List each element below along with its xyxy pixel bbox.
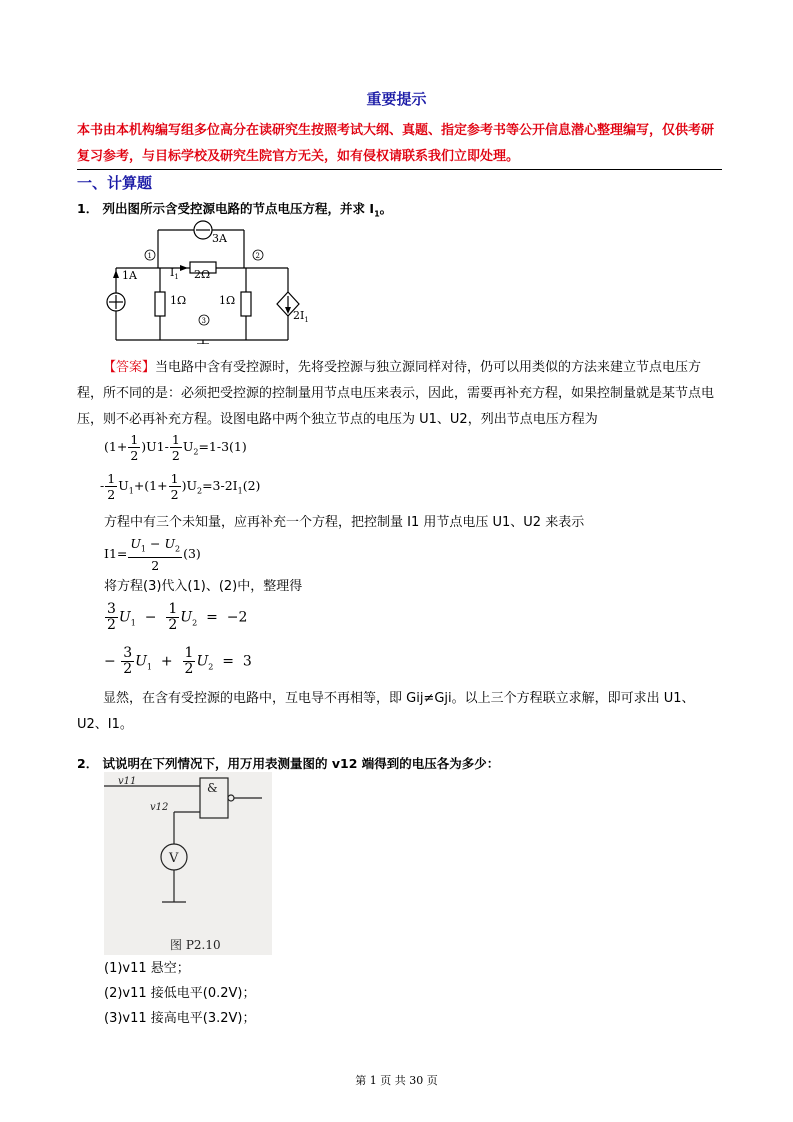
list-item: (3)v11 接高电平(3.2V)； bbox=[104, 1011, 256, 1026]
node-3-label: 3 bbox=[201, 317, 206, 325]
label-dep-source: $2I_1$ bbox=[293, 309, 309, 324]
answer-paragraph: 【答案】当电路中含有受控源时，先将受控源与独立源同样对待，仍可以用类似的方法来建立节点电压方程，所不同的是：必须把受控源的控制量用节点电压来表示，因此，需要再补充方程，如果控制量就是某节点电压，则不必再补充方程。设图电路中两个独立节点的电压为 U1、U2，列出节点电压方程为 bbox=[77, 360, 715, 427]
list-item: (1)v11 悬空； bbox=[104, 961, 190, 976]
question-2-prompt: 2． 试说明在下列情况下，用万用表测量图的 v12 端得到的电压各为多少： bbox=[77, 756, 500, 771]
label-meter: V bbox=[169, 851, 179, 866]
resistor-1ohm-left bbox=[155, 292, 165, 316]
resistor-1ohm-right bbox=[241, 292, 251, 316]
figure-caption: 图 P2.10 bbox=[170, 938, 221, 952]
question-1-prompt: 1． 列出图所示含受控源电路的节点电压方程，并求 $I_1$。 bbox=[77, 201, 393, 219]
circuit-diagram bbox=[98, 216, 328, 344]
page-footer: 第 1 页 共 30 页 bbox=[355, 1074, 438, 1087]
text-line-a: 方程中有三个未知量，应再补充一个方程，把控制量 I1 用节点电压 U1、U2 来表示 bbox=[104, 515, 585, 530]
label-v12: v12 bbox=[150, 802, 169, 813]
text-line-b: 将方程(3)代入(1)、(2)中，整理得 bbox=[104, 579, 303, 594]
label-2ohm: 2Ω bbox=[194, 268, 211, 281]
equation-2: - $\frac{1}{2}$ $U_1+(1+$ $\frac{1}{2}$ )$U_2=3-2I_1(2)$ bbox=[100, 471, 261, 502]
label-3a: 3A bbox=[212, 232, 227, 245]
text-line-c: 显然，在含有受控源的电路中，互电导不再相等，即 Gij≠Gji。以上三个方程联立求解，即可求出 U1、U2、I1。 bbox=[77, 691, 695, 732]
label-1ohm-left: 1Ω bbox=[170, 294, 187, 307]
equation-3: I1= $\frac{U_1 - U_2}{2}$ (3) bbox=[104, 536, 201, 573]
divider bbox=[77, 169, 722, 170]
label-and-gate: & bbox=[207, 781, 218, 795]
node-2-label: 2 bbox=[255, 252, 260, 260]
page-title: 重要提示 bbox=[366, 90, 427, 108]
answer-tag: 【答案】 bbox=[103, 360, 156, 375]
label-v11: v11 bbox=[118, 776, 137, 787]
section-heading: 一、计算题 bbox=[77, 174, 153, 192]
equation-5: − $\frac{3}{2}$ $U_1$ + $\frac{1}{2}$ $U_2 = 3$ bbox=[104, 645, 252, 677]
gate-diagram bbox=[104, 772, 272, 955]
node-1-label: 1 bbox=[147, 252, 152, 260]
equation-1: (1+ $\frac{1}{2}$ )U1- $\frac{1}{2}$ $U_2=1-3(1)$ bbox=[104, 432, 247, 463]
list-item: (2)v11 接低电平(0.2V)； bbox=[104, 986, 256, 1001]
equation-4: $\frac{3}{2}$ $U_1$ − $\frac{1}{2}$ $U_2 = -2$ bbox=[107, 601, 248, 633]
label-i1: $I_1$ bbox=[170, 266, 179, 281]
figure-p2-10 bbox=[104, 772, 272, 955]
label-1ohm-right: 1Ω bbox=[219, 294, 236, 307]
label-1a: 1A bbox=[122, 269, 137, 282]
copyright-notice: 本书由本机构编写组多位高分在读研究生按照考试大纲、真题、指定参考书等公开信息潜心整理编写，仅供考研复习参考，与目标学校及研究生院官方无关，如有侵权请联系我们立即处理。 bbox=[77, 123, 715, 164]
